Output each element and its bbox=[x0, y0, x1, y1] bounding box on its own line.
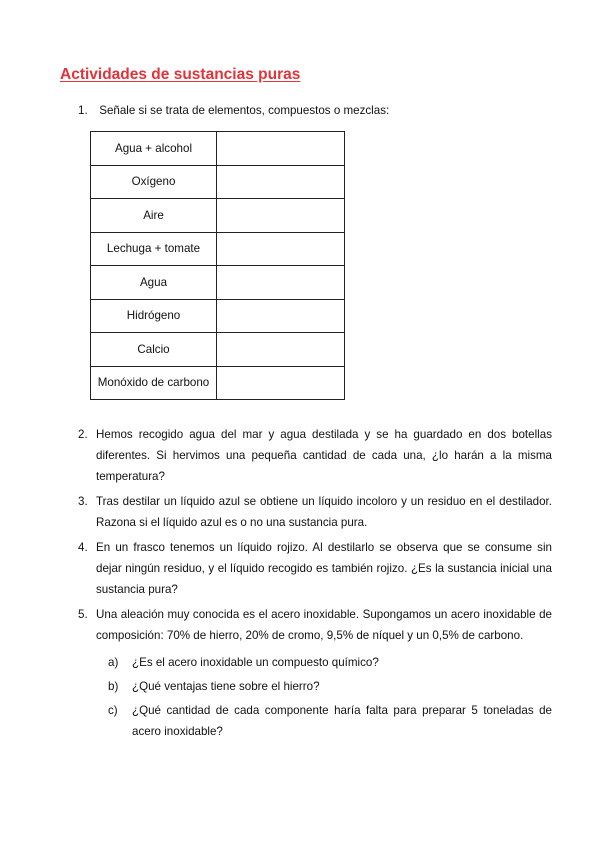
question-text: Señale si se trata de elementos, compuestos o mezclas: bbox=[99, 104, 390, 117]
question-number: 4. bbox=[78, 541, 88, 554]
classification-table bbox=[90, 131, 345, 400]
sub-question-b bbox=[108, 676, 552, 697]
table-cell-answer bbox=[217, 333, 345, 367]
table-cell-answer bbox=[217, 232, 345, 266]
table-cell-label: Agua bbox=[91, 266, 217, 300]
sub-question-letter: c) bbox=[108, 704, 118, 717]
table-row bbox=[91, 299, 345, 333]
question-text: En un frasco tenemos un líquido rojizo. Al destilarlo se observa que se consume sin dejar ningún residuo, y el líquido recogido es también rojizo. ¿Es la sustancia inicial una sustancia pura? bbox=[96, 541, 552, 596]
table-cell-answer bbox=[217, 366, 345, 400]
table-row bbox=[91, 132, 345, 166]
question-1 bbox=[78, 104, 389, 117]
table-row bbox=[91, 199, 345, 233]
question-list bbox=[78, 424, 552, 745]
question-number: 3. bbox=[78, 495, 88, 508]
table-cell-answer bbox=[217, 165, 345, 199]
question-2 bbox=[78, 424, 552, 487]
table-cell-answer bbox=[217, 266, 345, 300]
sub-question-text: ¿Qué ventajas tiene sobre el hierro? bbox=[132, 680, 320, 693]
page-title: Actividades de sustancias puras bbox=[60, 66, 301, 83]
sub-question-list bbox=[108, 652, 552, 742]
table-cell-answer bbox=[217, 132, 345, 166]
table-cell-label: Calcio bbox=[91, 333, 217, 367]
table-row bbox=[91, 333, 345, 367]
sub-question-c bbox=[108, 700, 552, 742]
sub-question-letter: a) bbox=[108, 656, 119, 669]
sub-question-letter: b) bbox=[108, 680, 119, 693]
question-text: Hemos recogido agua del mar y agua destilada y se ha guardado en dos botellas diferentes. Si hervimos una pequeña cantidad de cada una, ¿lo harán a la misma temperatura? bbox=[96, 428, 552, 483]
question-4 bbox=[78, 537, 552, 600]
sub-question-text: ¿Qué cantidad de cada componente haría falta para preparar 5 toneladas de acero inoxidable? bbox=[132, 704, 552, 738]
table-cell-label: Oxígeno bbox=[91, 165, 217, 199]
table-row bbox=[91, 266, 345, 300]
table-row bbox=[91, 366, 345, 400]
table-cell-label: Agua + alcohol bbox=[91, 132, 217, 166]
question-text: Tras destilar un líquido azul se obtiene un líquido incoloro y un residuo en el destilador. Razona si el líquido azul es o no una sustancia pura. bbox=[96, 495, 552, 529]
table-row bbox=[91, 232, 345, 266]
table-cell-answer bbox=[217, 299, 345, 333]
sub-question-a bbox=[108, 652, 552, 673]
question-number: 1. bbox=[78, 104, 88, 117]
table-cell-answer bbox=[217, 199, 345, 233]
table-cell-label: Aire bbox=[91, 199, 217, 233]
table-cell-label: Lechuga + tomate bbox=[91, 232, 217, 266]
question-number: 5. bbox=[78, 608, 88, 621]
question-text: Una aleación muy conocida es el acero inoxidable. Supongamos un acero inoxidable de composición: 70% de hierro, 20% de cromo, 9,5% de níquel y un 0,5% de carbono. bbox=[96, 608, 552, 642]
question-5 bbox=[78, 604, 552, 646]
table-cell-label: Hidrógeno bbox=[91, 299, 217, 333]
question-3 bbox=[78, 491, 552, 533]
table-cell-label: Monóxido de carbono bbox=[91, 366, 217, 400]
question-number: 2. bbox=[78, 428, 88, 441]
table-row bbox=[91, 165, 345, 199]
sub-question-text: ¿Es el acero inoxidable un compuesto químico? bbox=[132, 656, 379, 669]
